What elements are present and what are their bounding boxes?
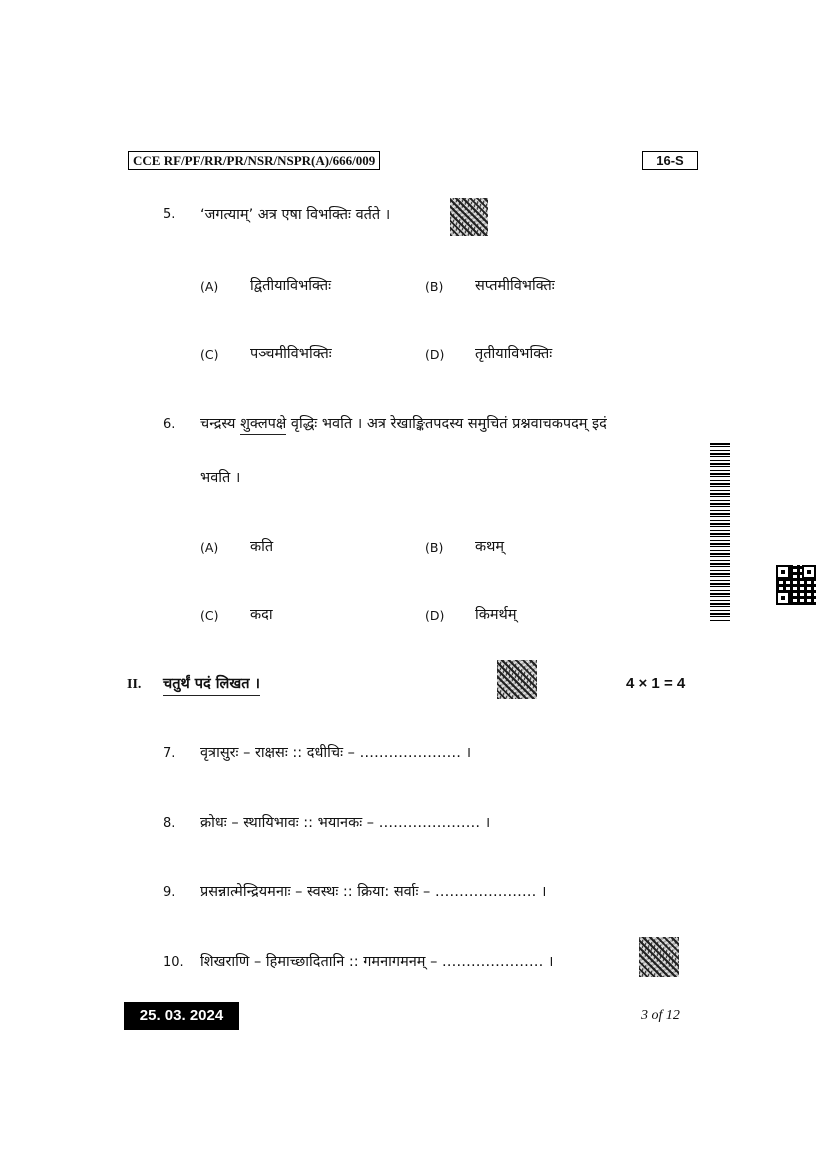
underlined-word: शुक्लपक्षे bbox=[240, 416, 286, 435]
option-letter: (C) bbox=[200, 347, 219, 362]
question-text: ‘जगत्याम्’ अत्र एषा विभक्तिः वर्तते । bbox=[200, 207, 391, 223]
option-letter: (A) bbox=[200, 540, 219, 555]
option-text: कति bbox=[250, 539, 274, 555]
question-number: 9. bbox=[163, 885, 176, 900]
question-text bbox=[200, 413, 607, 433]
question-text: क्रोधः – स्थायिभावः :: भयानकः – ………………… । bbox=[200, 815, 491, 831]
option-text: द्वितीयाविभक्तिः bbox=[250, 278, 332, 294]
question-number: 10. bbox=[163, 955, 184, 970]
option-text: पञ्चमीविभक्तिः bbox=[250, 346, 332, 362]
option-letter: (A) bbox=[200, 279, 219, 294]
option-text: कदा bbox=[250, 607, 273, 623]
exam-date: 25. 03. 2024 bbox=[124, 1002, 239, 1030]
question-number: 8. bbox=[163, 816, 176, 831]
question-number: 5. bbox=[163, 207, 176, 222]
qr-noise-image bbox=[639, 937, 679, 977]
qr-noise-image bbox=[450, 198, 488, 236]
question-text: वृत्रासुरः – राक्षसः :: दधीचिः – ………………… । bbox=[200, 745, 472, 761]
option-letter: (B) bbox=[425, 279, 444, 294]
qr-noise-image bbox=[497, 660, 537, 699]
option-letter: (B) bbox=[425, 540, 444, 555]
question-number: 6. bbox=[163, 417, 176, 432]
option-text: तृतीयाविभक्तिः bbox=[475, 346, 553, 362]
option-text: किमर्थम् bbox=[475, 607, 517, 623]
section-title: चतुर्थं पदं लिखत । bbox=[163, 673, 260, 696]
question-number: 7. bbox=[163, 746, 176, 761]
paper-code: CCE RF/PF/RR/PR/NSR/NSPR(A)/666/009 bbox=[128, 151, 380, 170]
option-letter: (D) bbox=[425, 347, 445, 362]
option-letter: (C) bbox=[200, 608, 219, 623]
qr-code bbox=[776, 565, 816, 605]
section-marks: 4 × 1 = 4 bbox=[626, 675, 686, 692]
option-text: सप्तमीविभक्तिः bbox=[475, 278, 555, 294]
question-text: प्रसन्नात्मेन्द्रियमनाः – स्वस्थः :: क्रिया: सर्वाः – ………………… । bbox=[200, 884, 547, 900]
question-text-before: चन्द्रस्य bbox=[200, 416, 236, 432]
question-text: शिखराणि – हिमाच्छादितानि :: गमनागमनम् – ………………… । bbox=[200, 954, 554, 970]
subject-code: 16-S bbox=[642, 151, 698, 170]
section-number: II. bbox=[127, 677, 142, 692]
option-letter: (D) bbox=[425, 608, 445, 623]
question-text-after: वृद्धिः भवति । अत्र रेखाङ्कितपदस्य समुचितं प्रश्नवाचकपदम् इदं bbox=[290, 416, 607, 432]
option-text: कथम् bbox=[475, 539, 505, 555]
barcode bbox=[710, 443, 730, 623]
page-number: 3 of 12 bbox=[641, 1008, 680, 1023]
question-text-line2: भवति । bbox=[200, 470, 241, 486]
